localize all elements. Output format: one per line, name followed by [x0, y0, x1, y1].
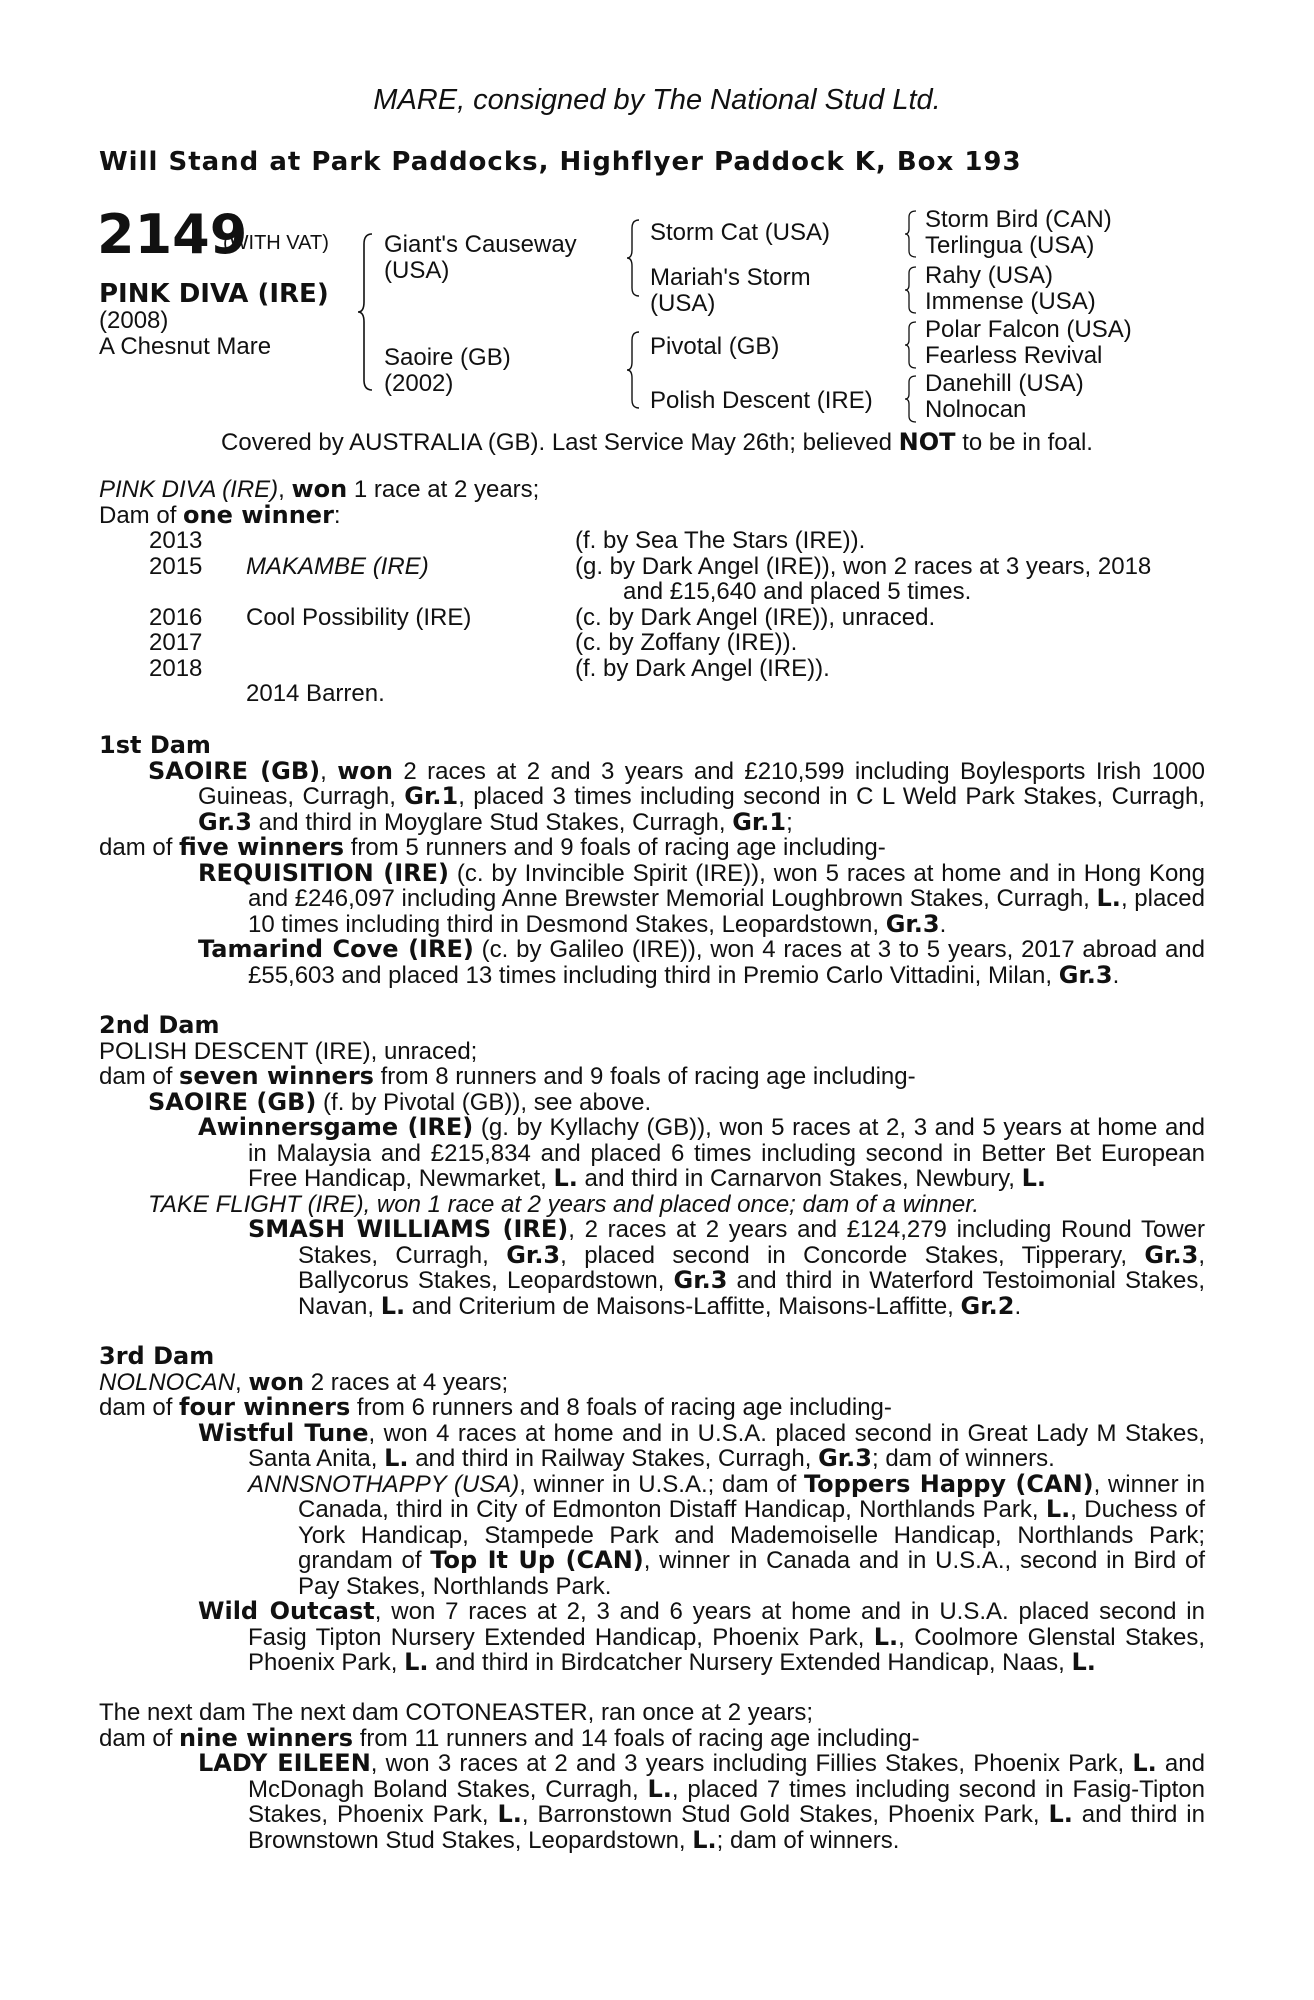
second-dam-heading: 2nd Dam	[99, 1011, 220, 1039]
pedigree-brace-g3-1	[905, 209, 919, 259]
mare-name: PINK DIVA (IRE)	[99, 476, 279, 503]
horse-description: A Chesnut Mare	[99, 333, 272, 360]
progeny-take-flight: TAKE FLIGHT (IRE), won 1 race at 2 years and placed once; dam of a winner.	[148, 1190, 980, 1218]
pedigree-g3-2: Terlingua (USA)	[925, 232, 1095, 259]
pedigree-g3-4: Immense (USA)	[925, 288, 1096, 315]
pedigree-sire-sire: Storm Cat (USA)	[650, 219, 831, 246]
progeny-wild-outcast: Wild Outcast, won 7 races at 2, 3 and 6 years at home and in U.S.A. placed second in Fasig Tipton Nursery Extended Handicap, Phoenix Park, L., Coolmore Glenstal Stakes, Phoenix Park, L. and third in Birdcatcher Nursery Extended Handicap, Naas, L.	[198, 1597, 1206, 1676]
pedigree-brace-sire-line	[627, 218, 643, 298]
pedigree-g3-3: Rahy (USA)	[925, 262, 1054, 289]
pedigree-brace-g3-2	[905, 265, 919, 315]
barren-note: 2014 Barren.	[246, 680, 385, 707]
pedigree-g3-8: Nolnocan	[925, 396, 1027, 423]
lot-number: 2149	[97, 203, 248, 266]
progeny-awinnersgame: Awinnersgame (IRE) (g. by Kyllachy (GB)), won 5 races at 2, 3 and 5 years at home and in Malaysia and £215,834 and placed 6 times including second in Better Bet European Free Handicap, Newmarket, L. and third in Carnarvon Stakes, Newbury, L.	[198, 1113, 1205, 1192]
first-dam-record: SAOIRE (GB), won 2 races at 2 and 3 years and £210,599 including Boylesports Irish 1000 Guineas, Curragh, Gr.1, placed 3 times including second in C L Weld Park Stakes, Curragh, Gr.3 and third in Moyglare Stud Stakes, Curragh, Gr.1;	[148, 756, 1206, 836]
pedigree-g3-7: Danehill (USA)	[925, 370, 1084, 397]
pedigree-dam: Saoire (GB) (2002)	[384, 344, 511, 397]
pedigree-g3-1: Storm Bird (CAN)	[925, 206, 1112, 233]
pedigree-brace-gen1	[358, 232, 378, 392]
pedigree-brace-dam-line	[627, 330, 643, 410]
third-dam-section: 3rd Dam NOLNOCAN, won 2 races at 4 years; dam of four winners from 6 runners and 8 foals of racing age including- Wistful Tune, won 4 races at home and in U.S.A. placed second in Great Lady M Stakes, Santa Anita, L. and third in Railway Stakes, Curragh, Gr.3; dam of winners. ANNSNOTHAPPY (USA), winner in U.S.A.; dam of Toppers Happy (CAN), winner in Canada, third in City of Edmonton Distaff Handicap, Northlands Park, L., Duchess of York Handicap, Stampede Park and Mademoiselle Handicap, Northlands Park; grandam of Top It Up (CAN), winner in Canada and in U.S.A., second in Bird of Pay Stakes, Northlands Park. Wild Outcast, won 7 races at 2, 3 and 6 years at home and in U.S.A. placed second in Fasig Tipton Nursery Extended Handicap, Phoenix Park, L., Coolmore Glenstal Stakes, Phoenix Park, L. and third in Birdcatcher Nursery Extended Handicap, Naas, L.	[99, 1342, 1206, 1676]
produce-record: PINK DIVA (IRE), won 1 race at 2 years; Dam of one winner: 2013 (f. by Sea The Stars (IRE)). 2015 MAKAMBE (IRE) (g. by Dark Angel (IRE)), won 2 races at 3 years, 2018 and £15,640 and placed 5 times. 2016 Cool Possibility (IRE) (c. by Dark Angel (IRE)), unraced. 2017 (c. by Zoffany (IRE)). 2018 (f. by Dark Angel (IRE)). 2014 Barren.	[99, 477, 1205, 707]
consignor-line: MARE, consigned by The National Stud Ltd.	[373, 84, 941, 116]
pedigree-brace-g3-3	[905, 320, 919, 370]
pedigree-g3-5: Polar Falcon (USA)	[925, 316, 1132, 343]
covering-note: Covered by AUSTRALIA (GB). Last Service May 26th; believed NOT to be in foal.	[221, 428, 1093, 456]
next-dam-section: The next dam The next dam COTONEASTER, ran once at 2 years; dam of nine winners from 11 runners and 14 foals of racing age including- LADY EILEEN, won 3 races at 2 and 3 years including Fillies Stakes, Phoenix Park, L. and McDonagh Boland Stakes, Curragh, L., placed 7 times including second in Fasig-Tipton Stakes, Phoenix Park, L., Barronstown Stud Gold Stakes, Phoenix Park, L. and third in Brownstown Stud Stakes, Leopardstown, L.; dam of winners.	[99, 1699, 1205, 1854]
pedigree-sire: Giant's Causeway (USA)	[384, 231, 577, 284]
progeny-tamarind-cove: Tamarind Cove (IRE) (c. by Galileo (IRE)), won 4 races at 3 to 5 years, 2017 abroad and £55,603 and placed 13 times including third in Premio Carlo Vittadini, Milan, Gr.3.	[198, 935, 1205, 989]
horse-name: PINK DIVA (IRE)	[99, 279, 329, 309]
third-dam-heading: 3rd Dam	[99, 1342, 215, 1370]
pedigree-dam-sire: Pivotal (GB)	[650, 333, 780, 360]
pedigree-g3-6: Fearless Revival	[925, 342, 1103, 369]
progeny-lady-eileen: LADY EILEEN, won 3 races at 2 and 3 years including Fillies Stakes, Phoenix Park, L. and McDonagh Boland Stakes, Curragh, L., placed 7 times including second in Fasig-Tipton Stakes, Phoenix Park, L., Barronstown Stud Gold Stakes, Phoenix Park, L. and third in Brownstown Stud Stakes, Leopardstown, L.; dam of winners.	[198, 1749, 1205, 1854]
produce-row: 2018 (f. by Dark Angel (IRE)).	[149, 654, 830, 682]
progeny-requisition: REQUISITION (IRE) (c. by Invincible Spirit (IRE)), won 5 races at home and in Hong Kong and £246,097 including Anne Brewster Memorial Loughbrown Stakes, Curragh, L., placed 10 times including third in Desmond Stakes, Leopardstown, Gr.3.	[198, 858, 1205, 938]
second-dam-section: 2nd Dam POLISH DESCENT (IRE), unraced; dam of seven winners from 8 runners and 9 foals of racing age including- SAOIRE (GB) (f. by Pivotal (GB)), see above. Awinnersgame (IRE) (g. by Kyllachy (GB)), won 5 races at 2, 3 and 5 years at home and in Malaysia and £215,834 and placed 6 times including second in Better Bet European Free Handicap, Newmarket, L. and third in Carnarvon Stakes, Newbury, L. TAKE FLIGHT (IRE), won 1 race at 2 years and placed once; dam of a winner. SMASH WILLIAMS (IRE), 2 races at 2 years and £124,279 including Round Tower Stakes, Curragh, Gr.3, placed second in Concorde Stakes, Tipperary, Gr.3, Ballycorus Stakes, Leopardstown, Gr.3 and third in Waterford Testoimonial Stakes, Navan, L. and Criterium de Maisons-Laffitte, Maisons-Laffitte, Gr.2.	[99, 1011, 1205, 1320]
pedigree-sire-dam: Mariah's Storm (USA)	[650, 264, 811, 317]
produce-row: 2013 (f. by Sea The Stars (IRE)).	[149, 527, 866, 554]
produce-row: 2016 Cool Possibility (IRE) (c. by Dark Angel (IRE)), unraced.	[149, 603, 936, 631]
stand-location: Will Stand at Park Paddocks, Highflyer Paddock K, Box 193	[99, 147, 1022, 177]
produce-row: 2015 MAKAMBE (IRE) (g. by Dark Angel (IRE)), won 2 races at 3 years, 2018 and £15,640 and placed 5 times.	[149, 552, 1152, 605]
produce-row: 2017 (c. by Zoffany (IRE)).	[149, 629, 798, 656]
progeny-smash-williams: SMASH WILLIAMS (IRE), 2 races at 2 years and £124,279 including Round Tower Stakes, Curragh, Gr.3, placed second in Concorde Stakes, Tipperary, Gr.3, Ballycorus Stakes, Leopardstown, Gr.3 and third in Waterford Testoimonial Stakes, Navan, L. and Criterium de Maisons-Laffitte, Maisons-Laffitte, Gr.2.	[248, 1215, 1205, 1320]
first-dam-heading: 1st Dam	[99, 731, 211, 759]
pedigree-brace-g3-4	[905, 374, 919, 424]
progeny-annsnothappy: ANNSNOTHAPPY (USA), winner in U.S.A.; dam of Toppers Happy (CAN), winner in Canada, third in City of Edmonton Distaff Handicap, Northlands Park, L., Duchess of York Handicap, Stampede Park and Mademoiselle Handicap, Northlands Park; grandam of Top It Up (CAN), winner in Canada and in U.S.A., second in Bird of Pay Stakes, Northlands Park.	[248, 1469, 1205, 1600]
progeny-wistful-tune: Wistful Tune, won 4 races at home and in U.S.A. placed second in Great Lady M Stakes, Santa Anita, L. and third in Railway Stakes, Curragh, Gr.3; dam of winners.	[198, 1418, 1206, 1472]
horse-year: (2008)	[99, 307, 169, 334]
progeny-saoire: SAOIRE (GB) (f. by Pivotal (GB)), see above.	[148, 1087, 652, 1116]
vat-note: (WITH VAT)	[223, 232, 329, 254]
first-dam-section: 1st Dam SAOIRE (GB), won 2 races at 2 and 3 years and £210,599 including Boylesports Irish 1000 Guineas, Curragh, Gr.1, placed 3 times including second in C L Weld Park Stakes, Curragh, Gr.3 and third in Moyglare Stud Stakes, Curragh, Gr.1; dam of five winners from 5 runners and 9 foals of racing age including- REQUISITION (IRE) (c. by Invincible Spirit (IRE)), won 5 races at home and in Hong Kong and £246,097 including Anne Brewster Memorial Loughbrown Stakes, Curragh, L., placed 10 times including third in Desmond Stakes, Leopardstown, Gr.3. Tamarind Cove (IRE) (c. by Galileo (IRE)), won 4 races at 3 to 5 years, 2017 abroad and £55,603 and placed 13 times including third in Premio Carlo Vittadini, Milan, Gr.3.	[99, 731, 1206, 989]
pedigree-dam-dam: Polish Descent (IRE)	[650, 387, 873, 414]
produce-table	[149, 528, 1151, 681]
